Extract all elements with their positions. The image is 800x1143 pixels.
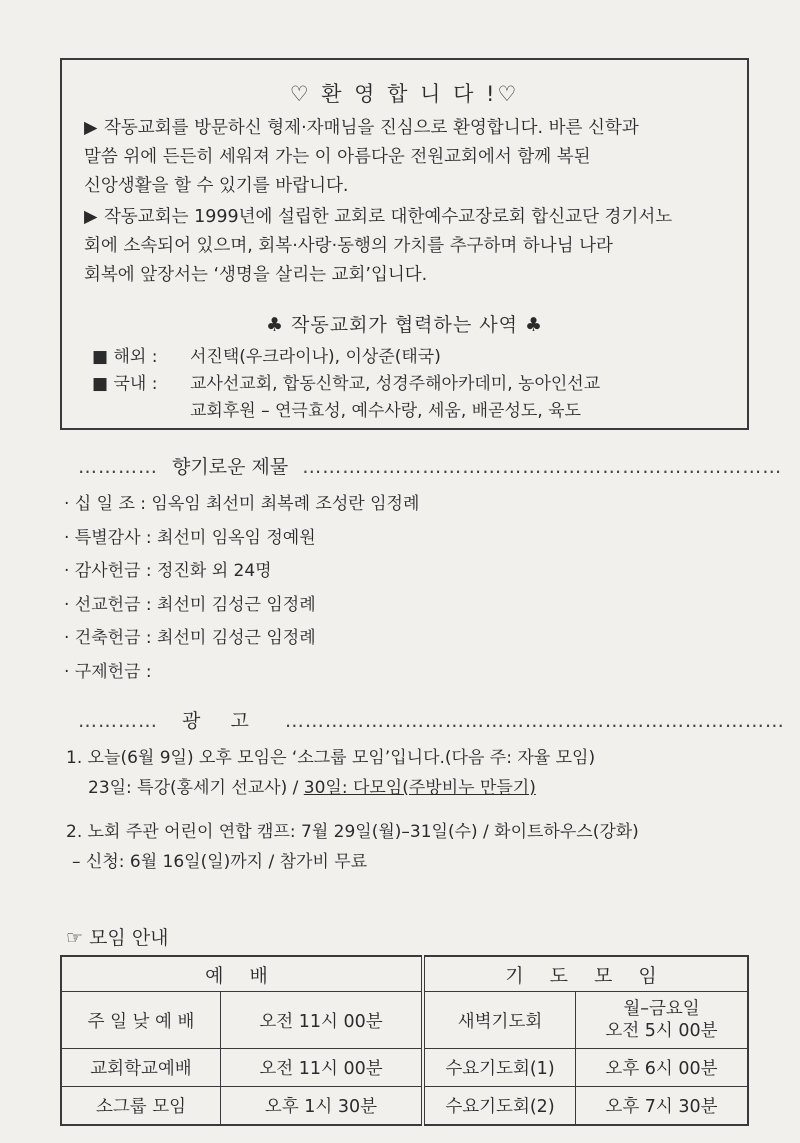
meeting-schedule-table xyxy=(60,955,749,1126)
bullet-arrow-icon: ▶ xyxy=(84,207,98,227)
prayer-header: 기 도 모 임 xyxy=(423,956,748,992)
list-item: · 건축헌금 : 최선미 김성근 임정례 xyxy=(64,628,316,648)
welcome-paragraph-1: ▶ 작동교회를 방문하신 형제·자매님을 진심으로 환영합니다. 바른 신학과 말씀 위에 든든히 세워져 가는 이 아름다운 전원교회에서 함께 복된 신앙생활을 할 수 있기를 바랍니다. xyxy=(84,114,733,201)
overseas-label: ■ 해외 : xyxy=(92,347,158,367)
offerings-heading-row: ………… 향기로운 제물 ……………………………………………………………… xyxy=(78,456,783,478)
announcements-heading: 광 고 xyxy=(182,710,261,732)
list-item: · 선교헌금 : 최선미 김성근 임정례 xyxy=(64,594,316,615)
list-item: · 구제헌금 : xyxy=(64,661,152,682)
welcome-title: ♡ 환 영 합 니 다 !♡ xyxy=(289,82,520,106)
welcome-paragraph-2: ▶ 작동교회는 1999년에 설립한 교회로 대한예수교장로회 합신교단 경기서노 회에 소속되어 있으며, 회복·사랑·동행의 가치를 추구하며 하나님 나라 회복에 앞장서는 ‘생명을 살리는 교회’입니다. xyxy=(84,203,733,290)
offerings-list xyxy=(64,488,419,689)
domestic-label: ■ 국내 : xyxy=(92,374,158,394)
overseas-value: 서진택(우크라이나), 이상준(태국) xyxy=(190,347,441,367)
announcement-1: 1. 오늘(6월 9일) 오후 모임은 ‘소그룹 모임’입니다.(다음 주: 자율 모임) 23일: 특강(홍세기 선교사) / 30일: 다모임(주방비누 만들기) xyxy=(66,748,596,798)
list-item: · 감사헌금 : 정진화 외 24명 xyxy=(64,561,272,581)
domestic-value-1: 교사선교회, 합동신학교, 성경주해아카데미, 농아인선교 xyxy=(190,374,601,394)
bullet-arrow-icon: ▶ xyxy=(84,118,98,138)
announcement-2: 2. 노회 주관 어린이 연합 캠프: 7월 29일(월)–31일(수) / 화이트하우스(강화) – 신청: 6월 16일(일)까지 / 참가비 무료 xyxy=(66,822,639,872)
domestic-row xyxy=(92,371,601,398)
domestic-row-2 xyxy=(92,398,581,425)
list-item: · 십 일 조 : 임옥임 최선미 최복례 조성란 임정례 xyxy=(64,494,420,514)
table-row: 주 일 낮 예 배 오전 11시 00분 새벽기도회 월–금요일 오전 5시 00분 xyxy=(61,992,748,1049)
ministry-title: ♣ 작동교회가 협력하는 사역 ♣ xyxy=(265,314,544,336)
offerings-heading: 향기로운 제물 xyxy=(172,456,289,478)
table-row: 교회학교예배 오전 11시 00분 수요기도회(1) 오후 6시 00분 xyxy=(61,1049,748,1087)
list-item: · 특별감사 : 최선미 임옥임 정예원 xyxy=(64,527,316,548)
welcome-box xyxy=(60,58,749,430)
meetings-title: ☞ 모임 안내 xyxy=(66,927,169,949)
overseas-row xyxy=(92,344,441,371)
domestic-value-2: 교회후원 – 연극효성, 예수사랑, 세움, 배곧성도, 육도 xyxy=(190,401,581,421)
announcements-heading-row: ………… 광 고 ………………………………………………………………… xyxy=(78,710,785,732)
table-row: 소그룹 모임 오후 1시 30분 수요기도회(2) 오후 7시 30분 xyxy=(61,1087,748,1126)
worship-header: 예 배 xyxy=(61,956,423,992)
